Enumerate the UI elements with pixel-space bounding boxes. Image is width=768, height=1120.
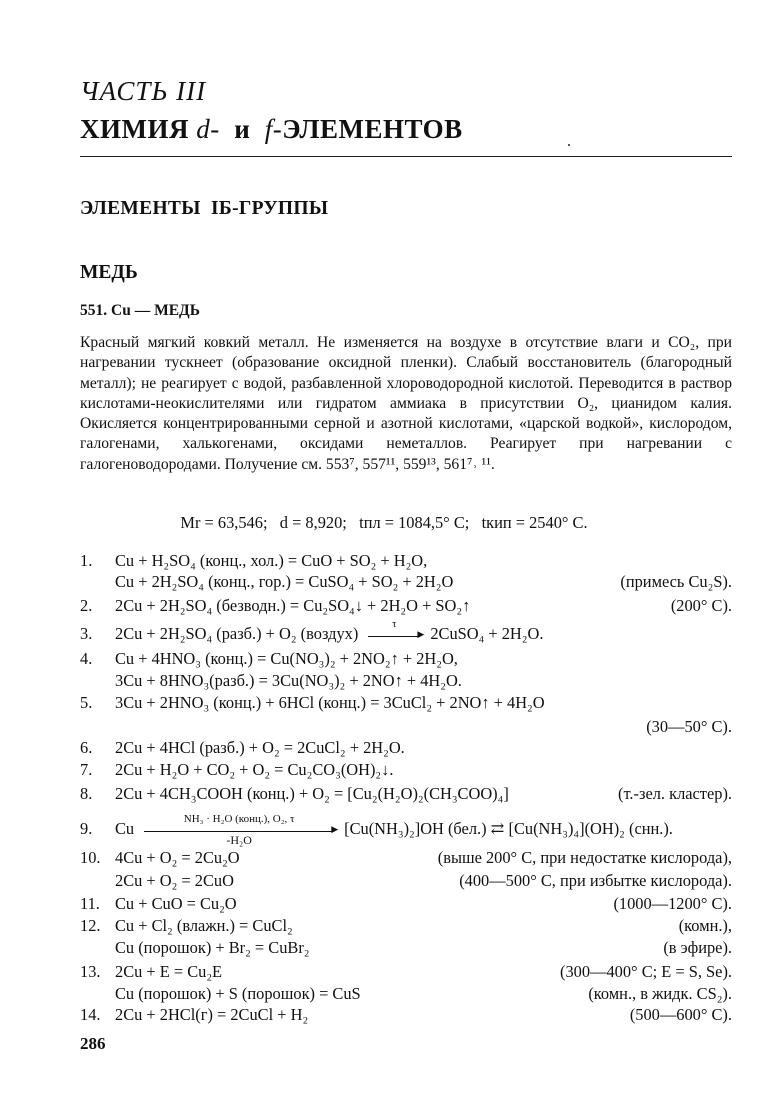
equation-row	[0, 760, 768, 784]
equation-condition: (т.-зел. кластер).	[618, 784, 732, 803]
title-d: d-	[196, 114, 220, 144]
equation-formula: Cu + Cl₂ (влажн.) = CuCl₂	[115, 916, 293, 935]
equation-row	[0, 848, 768, 872]
equation-row	[0, 572, 768, 596]
section-heading: ЭЛЕМЕНТЫ IБ-ГРУППЫ	[80, 198, 329, 219]
equation-formula: 2Cu + 2H₂SO₄ (разб.) + O₂ (воздух) τ ▶ 2CuSO₄ + 2H₂O.	[115, 617, 544, 643]
equation-row	[0, 693, 768, 717]
equation-row	[0, 871, 768, 895]
equation-row	[0, 938, 768, 962]
equation-formula: 2Cu + 4HCl (разб.) + O₂ = 2CuCl₂ + 2H₂O.	[115, 738, 405, 757]
equation-condition: (300—400° C; E = S, Se).	[560, 962, 732, 981]
equation-row	[0, 916, 768, 940]
physical-constants: Mr = 63,546; d = 8,920; tпл = 1084,5° C; tкип = 2540° C.	[180, 513, 588, 532]
equation-condition: (комн., в жидк. CS₂).	[588, 984, 732, 1003]
equation-formula: 2Cu + H₂O + CO₂ + O₂ = Cu₂CO₃(OH)₂↓.	[115, 760, 394, 779]
equation-formula: 2Cu + 4CH₃COOH (конц.) + O₂ = [Cu₂(H₂O)₂(CH₃COO)₄]	[115, 784, 509, 803]
subsection-heading: МЕДЬ	[80, 262, 138, 283]
equation-condition: (30—50° C).	[646, 717, 732, 736]
arrow-condition: NH₃ · H₂O (конц.), O₂, τ	[183, 812, 295, 825]
equation-formula: 3Cu + 8HNO₃(разб.) = 3Cu(NO₃)₂ + 2NO↑ + 4H₂O.	[115, 671, 462, 690]
equation-formula: 2Cu + E = Cu₂E	[115, 962, 223, 981]
equation-condition: (500—600° C).	[629, 1005, 732, 1024]
equation-number: 7.	[80, 760, 93, 779]
title-mid: и	[219, 114, 265, 144]
equation-formula: Cu + 4HNO₃ (конц.) = Cu(NO₃)₂ + 2NO₂↑ + 2H₂O,	[115, 649, 458, 668]
title-suffix: ЭЛЕМЕНТОВ	[282, 114, 463, 144]
reaction-arrow: τ ▶	[368, 634, 420, 637]
equation-formula: Cu (порошок) + Br₂ = CuBr₂	[115, 938, 310, 957]
equation-number: 6.	[80, 738, 93, 757]
arrow-condition: τ	[392, 617, 397, 630]
equation-row	[0, 894, 768, 918]
equation-number: 10.	[80, 848, 101, 867]
entry-heading: 551. Cu — МЕДЬ	[80, 302, 200, 319]
equation-formula: Cu NH₃ · H₂O (конц.), O₂, τ ▶ -H₂O [Cu(NH₃)₂]OH (бел.) ⇄ [Cu(NH₃)₄](OH)₂ (снн.).	[115, 812, 673, 847]
equation-number: 12.	[80, 916, 101, 935]
chapter-title	[80, 114, 463, 145]
equation-row	[0, 596, 768, 620]
equation-number: 14.	[80, 1005, 101, 1024]
equation-formula: 2Cu + O₂ = 2CuO	[115, 871, 234, 890]
equation-row	[0, 617, 768, 648]
equation-row	[0, 738, 768, 762]
equation-condition: (400—500° C, при избытке кислорода).	[459, 871, 732, 890]
equation-condition: (комн.),	[678, 916, 732, 935]
equation-row	[0, 784, 768, 808]
equation-formula: Cu + CuO = Cu₂O	[115, 894, 237, 913]
equation-formula: 2Cu + 2H₂SO₄ (безводн.) = Cu₂SO₄↓ + 2H₂O + SO₂↑	[115, 596, 471, 615]
equation-row	[0, 962, 768, 986]
arrow-byproduct: -H₂O	[226, 832, 252, 847]
equation-number: 3.	[80, 624, 93, 643]
equation-number: 9.	[80, 819, 93, 838]
equation-row	[0, 1005, 768, 1029]
equation-condition: (200° C).	[670, 596, 732, 615]
part-heading: ЧАСТЬ III	[80, 76, 207, 106]
equation-formula: Cu + 2H₂SO₄ (конц., гор.) = CuSO₄ + SO₂ + 2H₂O	[115, 572, 454, 591]
equation-condition: (в эфире).	[663, 938, 732, 957]
equation-row	[0, 671, 768, 695]
equation-formula: Cu (порошок) + S (порошок) = CuS	[115, 984, 361, 1003]
equation-formula: 3Cu + 2HNO₃ (конц.) + 6HCl (конц.) = 3CuCl₂ + 2NO↑ + 4H₂O	[115, 693, 545, 712]
equation-number: 5.	[80, 693, 93, 712]
title-f: f-	[264, 114, 283, 144]
equation-formula: 4Cu + O₂ = 2Cu₂O	[115, 848, 240, 867]
equation-row	[0, 812, 768, 847]
equation-number: 1.	[80, 551, 93, 570]
reaction-arrow: NH₃ · H₂O (конц.), O₂, τ ▶ -H₂O	[144, 829, 334, 832]
equation-number: 8.	[80, 784, 93, 803]
equation-number: 4.	[80, 649, 93, 668]
title-prefix: ХИМИЯ	[80, 114, 197, 144]
description-paragraph: Красный мягкий ковкий металл. Не изменяется на воздухе в отсутствие влаги и CO₂, при нагревании тускнеет (образование оксидной пленки). Слабый восстановитель (благородный металл); не реагирует с водой, разбавленной хлороводородной кислотой. Переводится в раствор кислотами-неокислителями или гидратом аммиака в присутствии O₂, цианидом калия. Окисляется концентрированными серной и азотной кислотами, «царской водкой», кислородом, галогенами, халькогенами, оксидами неметаллов. Реагирует при нагревании с галогеноводородами. Получение см. 553⁷, 557¹¹, 559¹³, 561⁷˒ ¹¹.	[80, 334, 732, 473]
equation-number: 11.	[80, 894, 100, 913]
equation-condition: (выше 200° C, при недостатке кислорода),	[437, 848, 732, 867]
equation-number: 13.	[80, 962, 101, 981]
speck	[568, 144, 570, 146]
equation-condition: (примесь Cu₂S).	[620, 572, 732, 591]
equation-formula: 2Cu + 2HCl(г) = 2CuCl + H₂	[115, 1005, 309, 1024]
equation-formula: Cu + H₂SO₄ (конц., хол.) = CuO + SO₂ + H₂O,	[115, 551, 428, 570]
equilibrium-arrow: ⇄	[486, 819, 509, 838]
page-number: 286	[80, 1034, 106, 1053]
equation-row	[0, 649, 768, 673]
equation-condition: (1000—1200° C).	[613, 894, 732, 913]
equation-number: 2.	[80, 596, 93, 615]
title-rule	[80, 156, 732, 157]
